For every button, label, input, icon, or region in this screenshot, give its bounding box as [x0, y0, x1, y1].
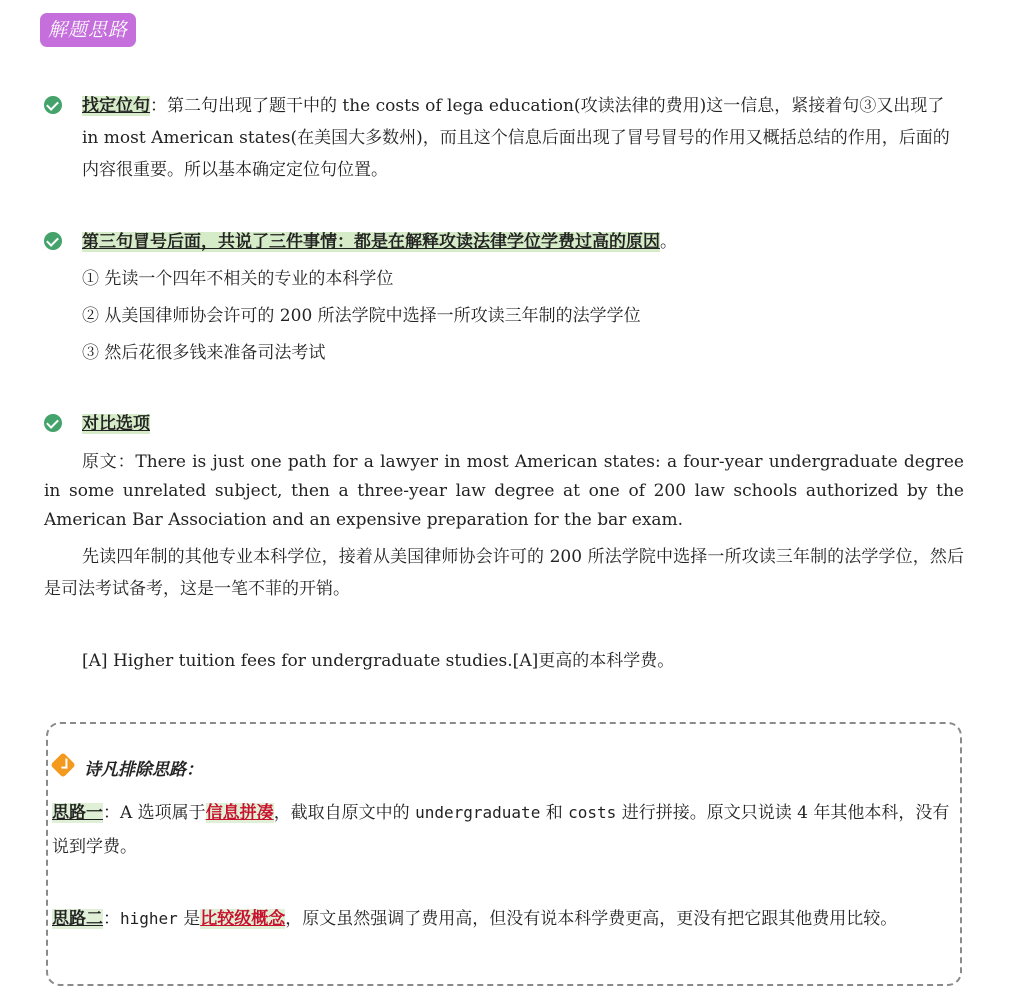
- route-two-text: 是: [177, 909, 201, 929]
- section-three-things-tail: 。: [660, 232, 677, 252]
- check-icon: [44, 232, 62, 250]
- original-text: 原文：There is just one path for a lawyer in most American states: a four-year undergraduate degree in some unrelated subject, then a three-year law degree at one of 200 law schools authorized by the American Bar Association and an expensive preparation for the bar exam.: [44, 452, 964, 530]
- route-one-text: 进行拼接。原文只说读 4 年其他本科，没有说到学费。: [52, 803, 950, 857]
- route-one-text: ：A 选项属于: [103, 803, 206, 823]
- section-three-things-label: 第三句冒号后面，共说了三件事情：都是在解释攻读法律学位学费过高的原因: [82, 232, 660, 252]
- check-icon: [44, 414, 62, 432]
- translation-text: 先读四年制的其他专业本科学位，接着从美国律师协会许可的 200 所法学院中选择一所攻读三年制的法学学位，然后是司法考试备考，这是一笔不菲的开销。: [44, 547, 964, 599]
- route-two: [52, 902, 962, 936]
- list-item: ① 先读一个四年不相关的专业的本科学位: [82, 269, 394, 289]
- section-three-things: [82, 226, 964, 258]
- route-one-text: 和: [540, 803, 569, 823]
- section-compare-label: 对比选项: [82, 414, 150, 434]
- route-one-keyword: 信息拼凑: [205, 803, 274, 823]
- section-locate-text: ：第二句出现了题干中的 the costs of lega education(攻读法律的费用)这一信息，紧接着句③又出现了 in most American states(在美国大多数州)，而且这个信息后面出现了冒号冒号的作用又概括总结的作用，后面的内容很重要。所以基本确定定位句位置。: [82, 96, 950, 180]
- section-locate-label: 找定位句: [82, 96, 150, 116]
- route-two-text: ，原文虽然强调了费用高，但没有说本科学费更高，更没有把它跟其他费用比较。: [285, 909, 898, 929]
- route-two-text: ：: [103, 909, 120, 929]
- list-item: ③ 然后花很多钱来准备司法考试: [82, 343, 326, 363]
- route-one-text: ，截取自原文中的: [273, 803, 416, 823]
- route-one-label: 思路一: [52, 803, 103, 823]
- box-title: 诗凡排除思路：: [84, 760, 203, 780]
- route-two-word: higher: [120, 909, 178, 928]
- route-one: [52, 796, 962, 864]
- list-item: ② 从美国律师协会许可的 200 所法学院中选择一所攻读三年制的法学学位: [82, 306, 641, 326]
- route-one-word: undergraduate: [415, 803, 541, 822]
- check-icon: [44, 96, 62, 114]
- section-tag: 解题思路: [40, 13, 136, 47]
- option-a: [A] Higher tuition fees for undergraduate studies.[A]更高的本科学费。: [82, 651, 675, 671]
- route-two-label: 思路二: [52, 909, 103, 929]
- section-compare: [82, 408, 150, 440]
- route-one-word: costs: [568, 803, 617, 822]
- route-two-keyword: 比较级概念: [200, 909, 286, 929]
- section-locate: [82, 90, 964, 186]
